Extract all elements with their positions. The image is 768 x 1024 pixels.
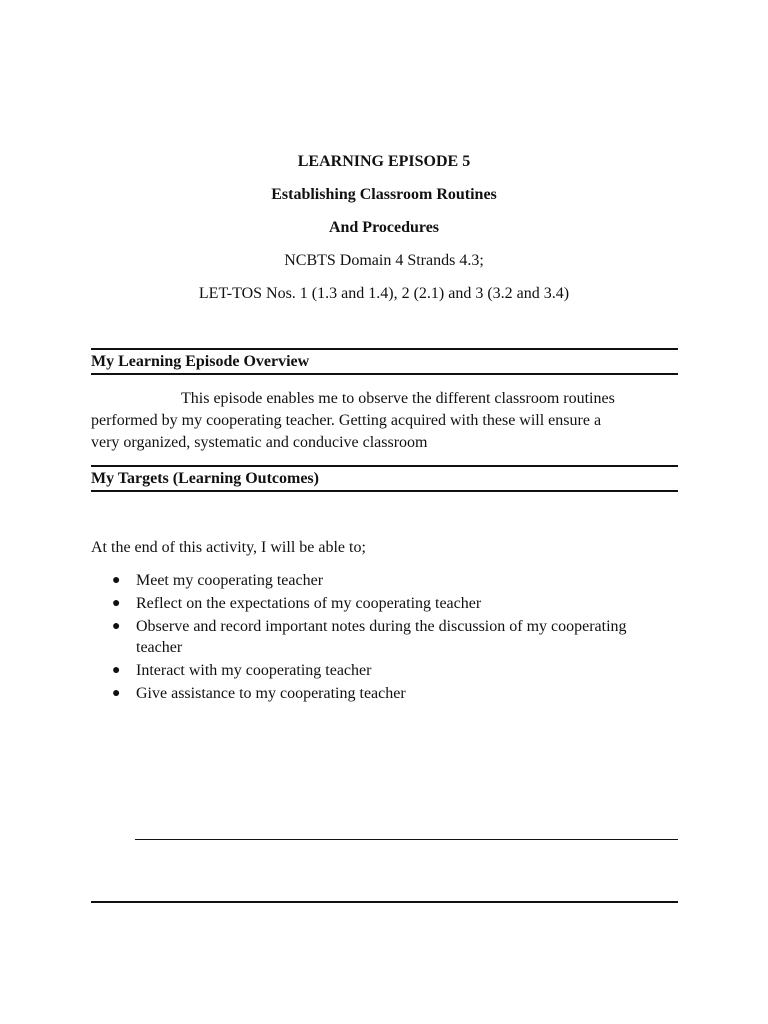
target-item xyxy=(112,683,682,704)
target-item xyxy=(112,570,682,591)
target-item xyxy=(112,593,682,614)
bullet-dot-icon: ● xyxy=(112,686,121,701)
overview-paragraph-line-1: This episode enables me to observe the different classroom routines xyxy=(181,390,615,407)
let-tos-reference: LET-TOS Nos. 1 (1.3 and 1.4), 2 (2.1) and 3 (3.2 and 3.4) xyxy=(198,285,570,302)
targets-top-rule xyxy=(91,465,678,467)
targets-list xyxy=(112,570,682,706)
target-item xyxy=(112,616,682,658)
target-item-text: Observe and record important notes during the discussion of my cooperating xyxy=(136,618,627,635)
targets-heading: My Targets (Learning Outcomes) xyxy=(91,470,319,487)
overview-bottom-rule xyxy=(91,373,678,375)
episode-subtitle-line-1: Establishing Classroom Routines xyxy=(271,186,497,203)
section-end-rule xyxy=(91,901,678,903)
overview-paragraph-line-2: performed by my cooperating teacher. Getting acquired with these will ensure a xyxy=(91,412,602,429)
target-item xyxy=(112,660,682,681)
overview-top-rule xyxy=(91,348,678,350)
target-item-text: Interact with my cooperating teacher xyxy=(136,662,372,679)
episode-title: LEARNING EPISODE 5 xyxy=(297,153,471,170)
overview-paragraph-line-3: very organized, systematic and conducive classroom xyxy=(91,434,428,451)
target-item-text: Give assistance to my cooperating teacher xyxy=(136,685,406,702)
bullet-dot-icon: ● xyxy=(112,573,121,588)
blank-answer-line xyxy=(135,839,678,840)
episode-subtitle-line-2: And Procedures xyxy=(328,219,440,236)
bullet-dot-icon: ● xyxy=(112,663,121,678)
target-item-text: Reflect on the expectations of my cooperating teacher xyxy=(136,595,482,612)
target-item-text-continued: teacher xyxy=(136,639,183,656)
bullet-dot-icon: ● xyxy=(112,596,121,611)
bullet-dot-icon: ● xyxy=(112,619,121,634)
ncbts-reference: NCBTS Domain 4 Strands 4.3; xyxy=(284,252,484,269)
targets-bottom-rule xyxy=(91,490,678,492)
target-item-text: Meet my cooperating teacher xyxy=(136,572,324,589)
overview-heading: My Learning Episode Overview xyxy=(91,353,310,370)
targets-intro: At the end of this activity, I will be able to; xyxy=(91,539,366,556)
